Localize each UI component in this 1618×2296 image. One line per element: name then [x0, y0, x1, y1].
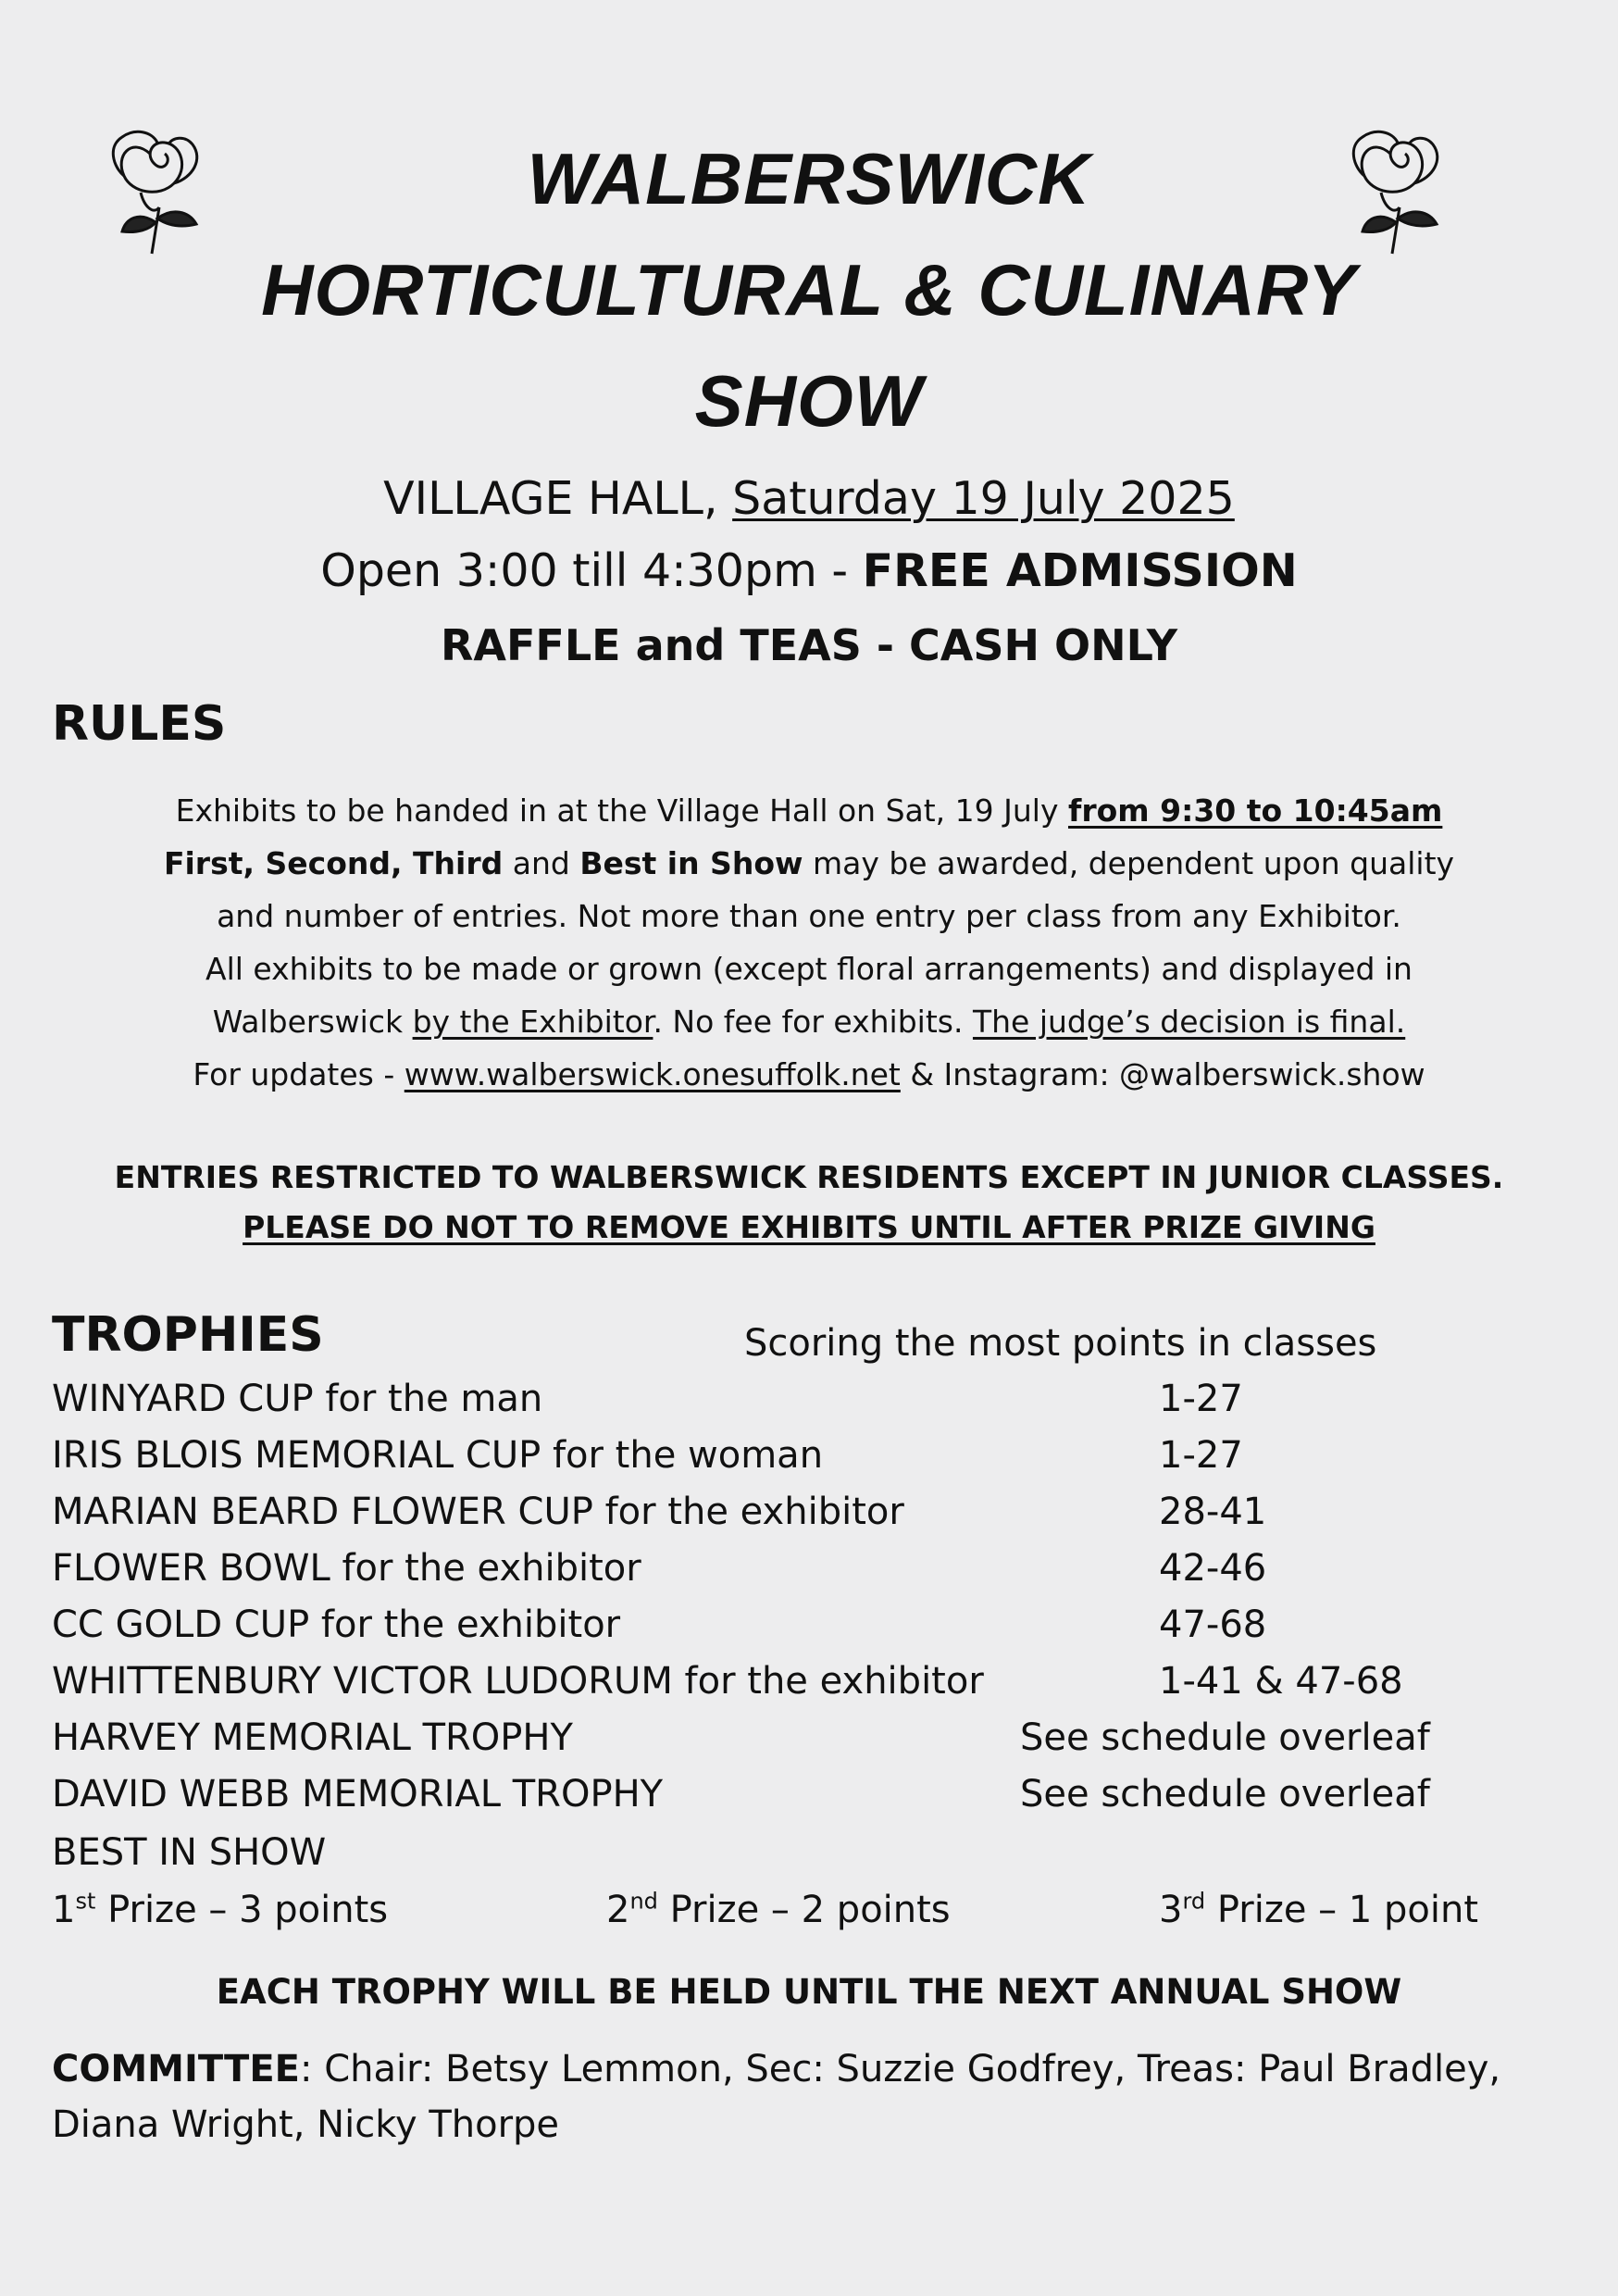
- opening-line: [0, 544, 1618, 597]
- rules-text: . No fee for exhibits.: [653, 1004, 973, 1040]
- rules-text: Walberswick: [212, 1004, 413, 1040]
- second-prize: [606, 1889, 951, 1931]
- prize-text: Prize – 1 point: [1205, 1889, 1479, 1931]
- opening-times: Open 3:00 till 4:30pm -: [320, 544, 863, 597]
- rules-text: and: [503, 845, 580, 881]
- venue-label: VILLAGE HALL,: [383, 472, 733, 525]
- prize-text: Prize – 2 points: [657, 1889, 951, 1931]
- trophies-heading: TROPHIES: [52, 1307, 324, 1363]
- title-line-2: HORTICULTURAL & CULINARY: [261, 249, 1357, 331]
- show-date: Saturday 19 July 2025: [732, 472, 1235, 525]
- rules-line-2: [0, 845, 1618, 881]
- title-line-1: WALBERSWICK: [527, 138, 1091, 219]
- prize-ordinal: nd: [629, 1888, 658, 1915]
- committee-line-2: Diana Wright, Nicky Thorpe: [52, 2103, 560, 2146]
- places-text: First, Second, Third: [163, 845, 504, 881]
- prize-number: 2: [606, 1889, 630, 1931]
- rules-line-5: [0, 1004, 1618, 1040]
- held-until-notice: EACH TROPHY WILL BE HELD UNTIL THE NEXT ANNUAL SHOW: [216, 1972, 1402, 2012]
- rules-text: For updates -: [193, 1056, 404, 1092]
- admission-text: FREE ADMISSION: [862, 544, 1298, 597]
- trophy-classes: See schedule overleaf: [1020, 1773, 1430, 1816]
- trophy-classes: 28-41: [1159, 1491, 1267, 1533]
- trophy-name: IRIS BLOIS MEMORIAL CUP for the woman: [52, 1434, 824, 1477]
- best-in-show-label: BEST IN SHOW: [52, 1831, 327, 1874]
- trophy-classes: 1-41 & 47-68: [1159, 1660, 1403, 1703]
- rules-line-6: [0, 1056, 1618, 1092]
- judge-decision-text: The judge’s decision is final.: [972, 1004, 1406, 1040]
- trophy-name: CC GOLD CUP for the exhibitor: [52, 1603, 621, 1646]
- website-link[interactable]: www.walberswick.onesuffolk.net: [404, 1056, 901, 1092]
- rules-line-4: All exhibits to be made or grown (except floral arrangements) and displayed in: [205, 951, 1413, 987]
- rules-text: Exhibits to be handed in at the Village Hall on Sat, 19 July: [175, 792, 1068, 829]
- prize-text: Prize – 3 points: [95, 1889, 389, 1931]
- trophy-classes: See schedule overleaf: [1020, 1716, 1430, 1759]
- committee-members: : Chair: Betsy Lemmon, Sec: Suzzie Godfrey, Treas: Paul Bradley,: [300, 2048, 1501, 2090]
- title-line-3: SHOW: [694, 360, 924, 442]
- rules-line-3: and number of entries. Not more than one entry per class from any Exhibitor.: [217, 898, 1401, 934]
- drop-off-time: from 9:30 to 10:45am: [1067, 792, 1443, 829]
- prize-ordinal: st: [75, 1888, 96, 1915]
- trophy-name: WINYARD CUP for the man: [52, 1378, 543, 1420]
- rules-text: may be awarded, dependent upon quality: [803, 845, 1455, 881]
- trophy-name: HARVEY MEMORIAL TROPHY: [52, 1716, 573, 1759]
- trophy-name: WHITTENBURY VICTOR LUDORUM for the exhibitor: [52, 1660, 984, 1703]
- raffle-line: RAFFLE and TEAS - CASH ONLY: [440, 620, 1178, 670]
- scoring-column-header: Scoring the most points in classes: [744, 1322, 1377, 1365]
- third-prize: [1159, 1889, 1478, 1931]
- trophy-name: MARIAN BEARD FLOWER CUP for the exhibitor: [52, 1491, 904, 1533]
- venue-line: [0, 472, 1618, 525]
- trophy-classes: 1-27: [1159, 1378, 1243, 1420]
- prize-ordinal: rd: [1182, 1888, 1206, 1915]
- first-prize: [52, 1889, 388, 1931]
- rules-line-1: [0, 792, 1618, 829]
- prize-number: 3: [1159, 1889, 1183, 1931]
- trophy-name: FLOWER BOWL for the exhibitor: [52, 1547, 641, 1590]
- rules-heading: RULES: [52, 696, 227, 752]
- prize-number: 1: [52, 1889, 76, 1931]
- by-exhibitor-text: by the Exhibitor: [412, 1004, 653, 1040]
- residents-notice: ENTRIES RESTRICTED TO WALBERSWICK RESIDENTS EXCEPT IN JUNIOR CLASSES.: [114, 1159, 1504, 1195]
- trophy-classes: 1-27: [1159, 1434, 1243, 1477]
- instagram-text: & Instagram: @walberswick.show: [900, 1056, 1425, 1092]
- trophy-name: DAVID WEBB MEMORIAL TROPHY: [52, 1773, 664, 1816]
- committee-label: COMMITTEE: [52, 2048, 300, 2090]
- remove-exhibits-notice: PLEASE DO NOT TO REMOVE EXHIBITS UNTIL AFTER PRIZE GIVING: [243, 1209, 1375, 1245]
- trophy-classes: 42-46: [1159, 1547, 1267, 1590]
- trophy-classes: 47-68: [1159, 1603, 1267, 1646]
- best-in-show-text: Best in Show: [579, 845, 803, 881]
- committee-line-1: [52, 2048, 1500, 2090]
